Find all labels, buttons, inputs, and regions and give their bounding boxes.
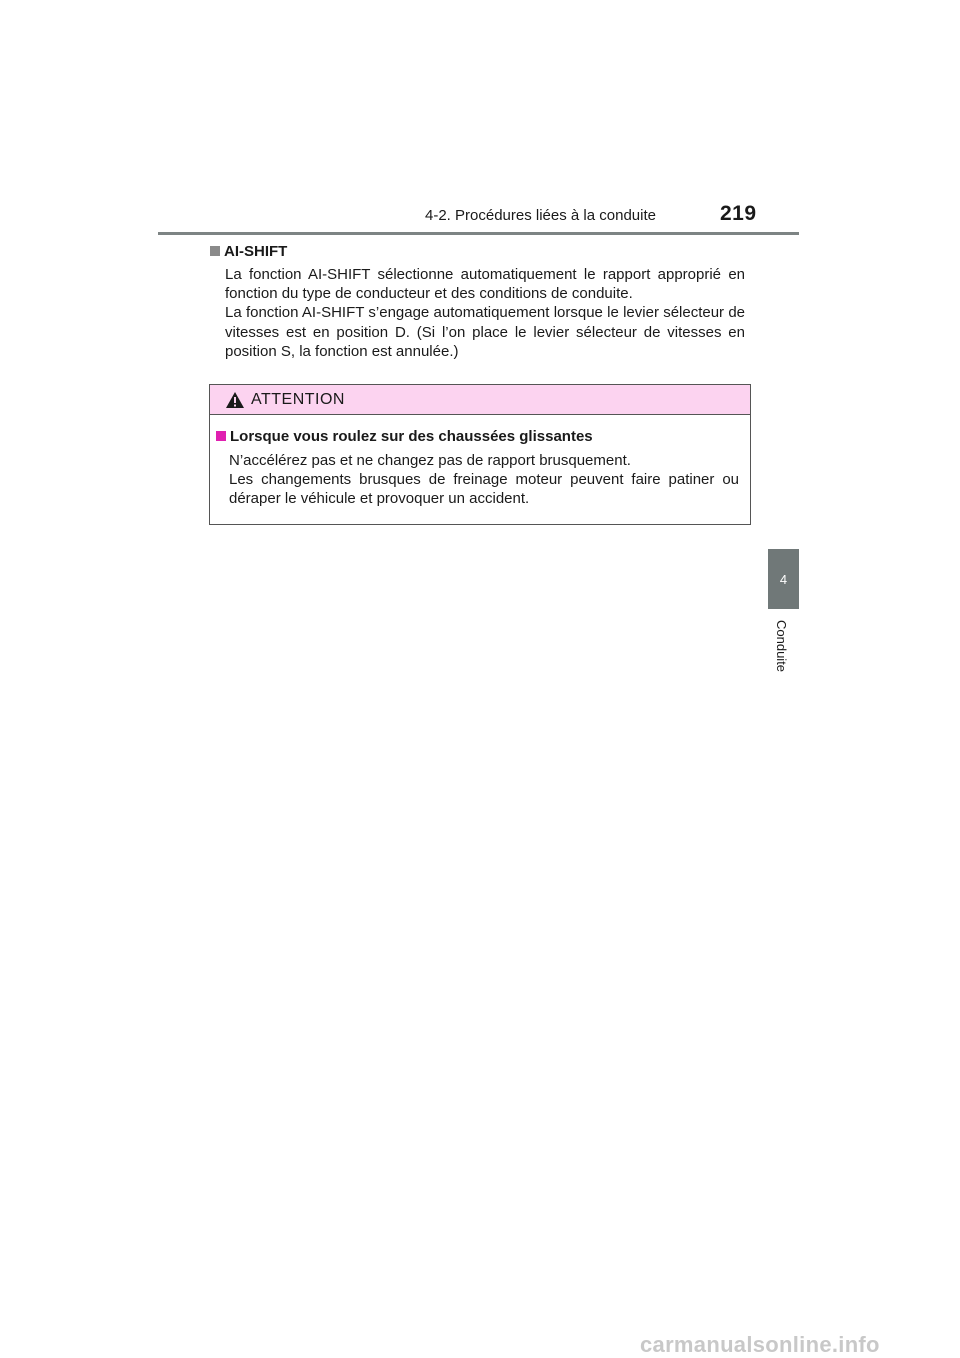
chapter-number: 4 xyxy=(779,571,788,587)
watermark: carmanualsonline.info xyxy=(640,1332,880,1357)
attention-header xyxy=(210,385,750,415)
warning-triangle-icon xyxy=(225,391,245,409)
attention-paragraph: N’accélérez pas et ne changez pas de rapport brusquement. xyxy=(229,452,631,469)
chapter-tab xyxy=(768,549,799,609)
page-number: 219 xyxy=(720,202,757,225)
section-heading-text: AI-SHIFT xyxy=(224,243,288,260)
attention-title: ATTENTION xyxy=(251,390,345,408)
section-heading xyxy=(210,243,287,260)
running-header-section: 4-2. Procédures liées à la conduite xyxy=(425,207,656,224)
square-bullet-icon xyxy=(216,431,226,441)
attention-body xyxy=(229,451,739,509)
attention-heading-text: Lorsque vous roulez sur des chaussées glissantes xyxy=(230,428,593,445)
chapter-label: Conduite xyxy=(774,620,789,673)
attention-paragraph: Les changements brusques de freinage moteur peuvent faire patiner ou déraper le véhicule et provoquer un accident. xyxy=(229,471,739,508)
attention-heading xyxy=(216,428,593,445)
header-divider xyxy=(158,232,799,235)
section-body xyxy=(225,265,745,361)
section-paragraph: La fonction AI-SHIFT sélectionne automatiquement le rapport approprié en fonction du type de conducteur et des conditions de conduite. xyxy=(225,266,745,303)
attention-box xyxy=(209,384,751,525)
square-bullet-icon xyxy=(210,246,220,256)
section-paragraph: La fonction AI-SHIFT s’engage automatiquement lorsque le levier sélecteur de vitesses est en position D. (Si l’on place le levier sélecteur de vitesses en position S, la fonction est annulée.) xyxy=(225,304,745,360)
